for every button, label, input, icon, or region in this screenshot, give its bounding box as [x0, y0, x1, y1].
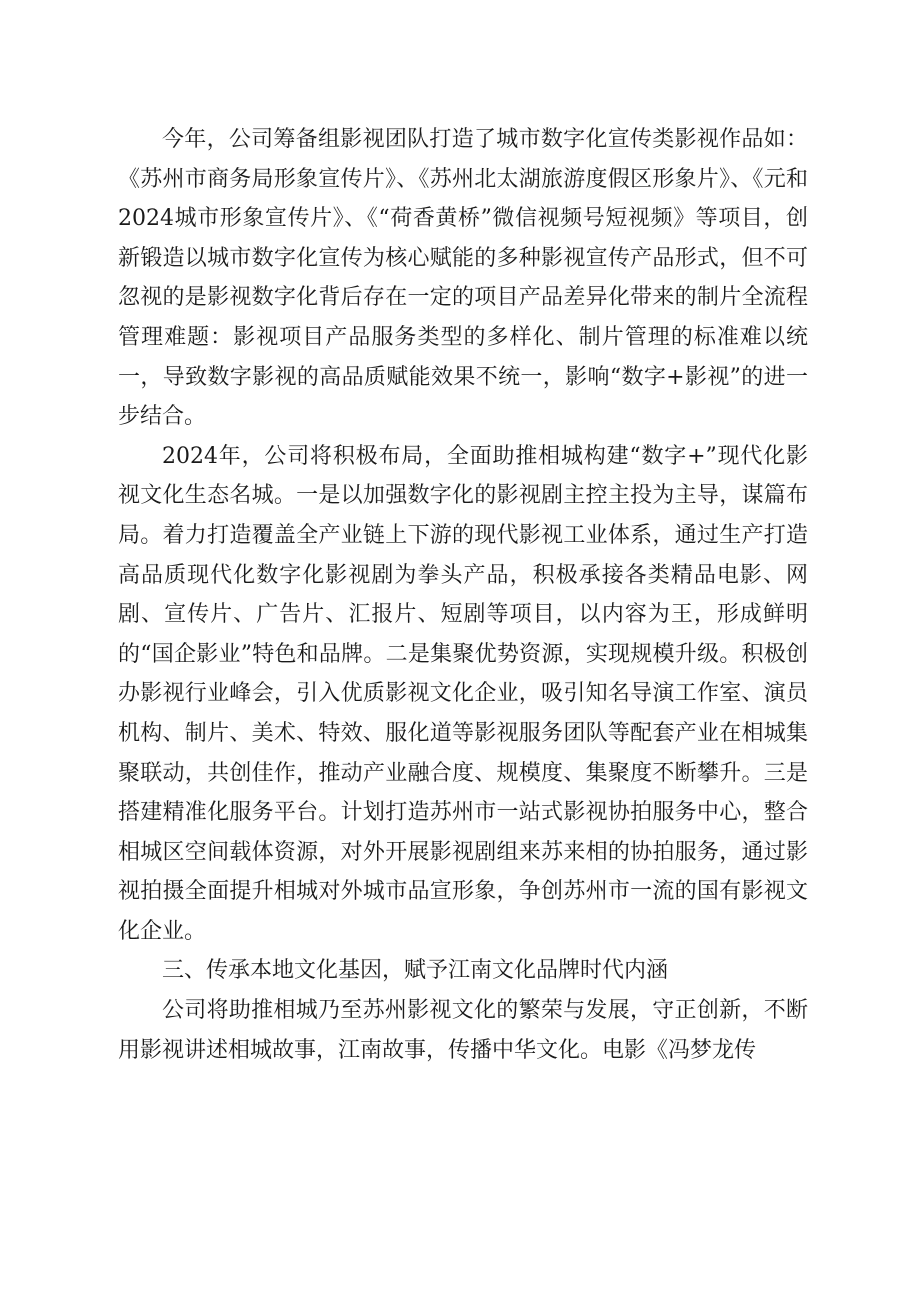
paragraph-digital-promotion: 今年，公司筹备组影视团队打造了城市数字化宣传类影视作品如：《苏州市商务局形象宣传片》、《苏州北太湖旅游度假区形象片》、《元和2024城市形象宣传片》、《“荷香黄桥”微信视频号短视频》等项目，创新锻造以城市数字化宣传为核心赋能的多种影视宣传产品形式，但不可忽视的是影视数字化背后存在一定的项目产品差异化带来的制片全流程管理难题：影视项目产品服务类型的多样化、制片管理的标准难以统一，导致数字影视的高品质赋能效果不统一，影响“数字+影视”的进一步结合。 — [118, 127, 808, 430]
document-page — [118, 120, 808, 1070]
paragraph-culture-heritage: 公司将助推相城乃至苏州影视文化的繁荣与发展，守正创新，不断用影视讲述相城故事，江南故事，传播中华文化。电影《冯梦龙传 — [118, 998, 808, 1063]
paragraph-2024-plan: 2024年，公司将积极布局，全面助推相城构建“数字+”现代化影视文化生态名城。一是以加强数字化的影视剧主控主投为主导，谋篇布局。着力打造覆盖全产业链上下游的现代影视工业体系，通过生产打造高品质现代化数字化影视剧为拳头产品，积极承接各类精品电影、网剧、宣传片、广告片、汇报片、短剧等项目，以内容为王，形成鲜明的“国企影业”特色和品牌。二是集聚优势资源，实现规模升级。积极创办影视行业峰会，引入优质影视文化企业，吸引知名导演工作室、演员机构、制片、美术、特效、服化道等影视服务团队等配套产业在相城集聚联动，共创佳作，推动产业融合度、规模度、集聚度不断攀升。三是搭建精准化服务平台。计划打造苏州市一站式影视协拍服务中心，整合相城区空间载体资源，对外开展影视剧组来苏来相的协拍服务，通过影视拍摄全面提升相城对外城市品宣形象，争创苏州市一流的国有影视文化企业。 — [118, 443, 808, 944]
section-heading-3: 三、传承本地文化基因，赋予江南文化品牌时代内涵 — [162, 958, 669, 984]
